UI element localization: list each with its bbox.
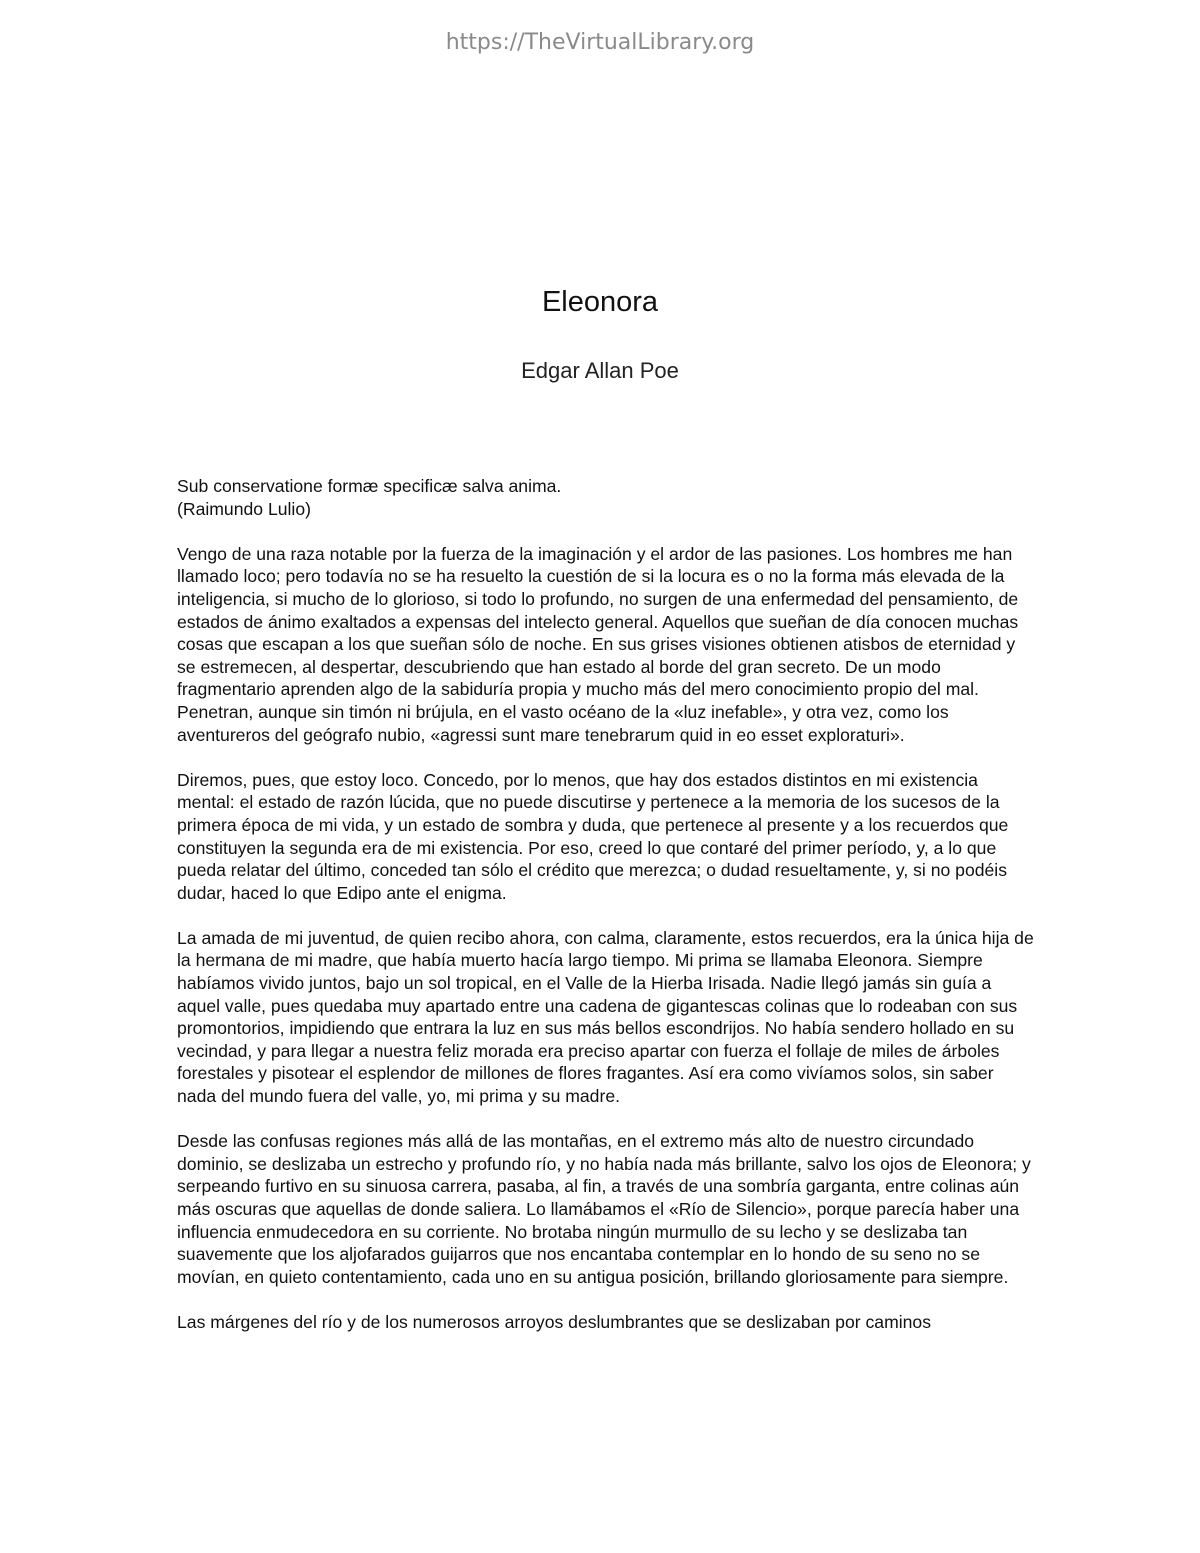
site-url-header[interactable]: https://TheVirtualLibrary.org (445, 30, 755, 55)
document-author: Edgar Allan Poe (521, 358, 679, 383)
epigraph-quote: Sub conservatione formæ specificæ salva anima. (177, 476, 562, 496)
paragraph-4: Desde las confusas regiones más allá de las montañas, en el extremo más alto de nuestro circundado dominio, se deslizaba un estrecho y profundo río, y no había nada más brillante, salvo los ojos de Eleonora; y serpeando furtivo en su sinuosa carrera, pasaba, al fin, a través de una sombría garganta, entre colinas aún más oscuras que aquellas de donde saliera. Lo llamábamos el «Río de Silencio», porque parecía haber una influencia enmudecedora en su corriente. No brotaba ningún murmullo de su lecho y se deslizaba tan suavemente que los aljofarados guijarros que nos encantaba contemplar en lo hondo de su seno no se movían, en quieto contentamiento, cada uno en su antigua posición, brillando gloriosamente para siempre. (177, 1131, 1031, 1287)
paragraph-5: Las márgenes del río y de los numerosos arroyos deslumbrantes que se deslizaban por caminos (177, 1311, 931, 1332)
epigraph-attribution: (Raimundo Lulio) (177, 498, 311, 519)
document-body (177, 475, 1037, 1356)
paragraph-3: La amada de mi juventud, de quien recibo ahora, con calma, claramente, estos recuerdos, era la única hija de la hermana de mi madre, que había muerto hacía largo tiempo. Mi prima se llamaba Eleonora. Siempre habíamos vivido juntos, bajo un sol tropical, en el Valle de la Hierba Irisada. Nadie llegó jamás sin guía a aquel valle, pues quedaba muy apartado entre una cadena de gigantescas colinas que lo rodeaban con sus promontorios, impidiendo que entrara la luz en sus más bellos escondrijos. No había sendero hollado en su vecindad, y para llegar a nuestra feliz morada era preciso apartar con fuerza el follaje de miles de árboles forestales y pisotear el esplendor de millones de flores fragantes. Así era como vivíamos solos, sin saber nada del mundo fuera del valle, yo, mi prima y su madre. (177, 927, 1034, 1107)
paragraph-2: Diremos, pues, que estoy loco. Concedo, por lo menos, que hay dos estados distintos en mi existencia mental: el estado de razón lúcida, que no puede discutirse y pertenece a la memoria de los sucesos de la primera época de mi vida, y un estado de sombra y duda, que pertenece al presente y a los recuerdos que constituyen la segunda era de mi existencia. Por eso, creed lo que contaré del primer período, y, a lo que pueda relatar del último, conceded tan sólo el crédito que merezca; o dudad resueltamente, y, si no podéis dudar, haced lo que Edipo ante el enigma. (177, 769, 1009, 903)
epigraph (177, 475, 1037, 520)
paragraph-1: Vengo de una raza notable por la fuerza de la imaginación y el ardor de las pasiones. Los hombres me han llamado loco; pero todavía no se ha resuelto la cuestión de si la locura es o no la forma más elevada de la inteligencia, si mucho de lo glorioso, si todo lo profundo, no surgen de una enfermedad del pensamiento, de estados de ánimo exaltados a expensas del intelecto general. Aquellos que sueñan de día conocen muchas cosas que escapan a los que sueñan sólo de noche. En sus grises visiones obtienen atisbos de eternidad y se estremecen, al despertar, descubriendo que han estado al borde del gran secreto. De un modo fragmentario aprenden algo de la sabiduría propia y mucho más del mero conocimiento propio del mal. Penetran, aunque sin timón ni brújula, en el vasto océano de la «luz inefable», y otra vez, como los aventureros del geógrafo nubio, «agressi sunt mare tenebrarum quid in eo esset exploraturi». (177, 543, 1019, 745)
document-title: Eleonora (541, 286, 659, 318)
